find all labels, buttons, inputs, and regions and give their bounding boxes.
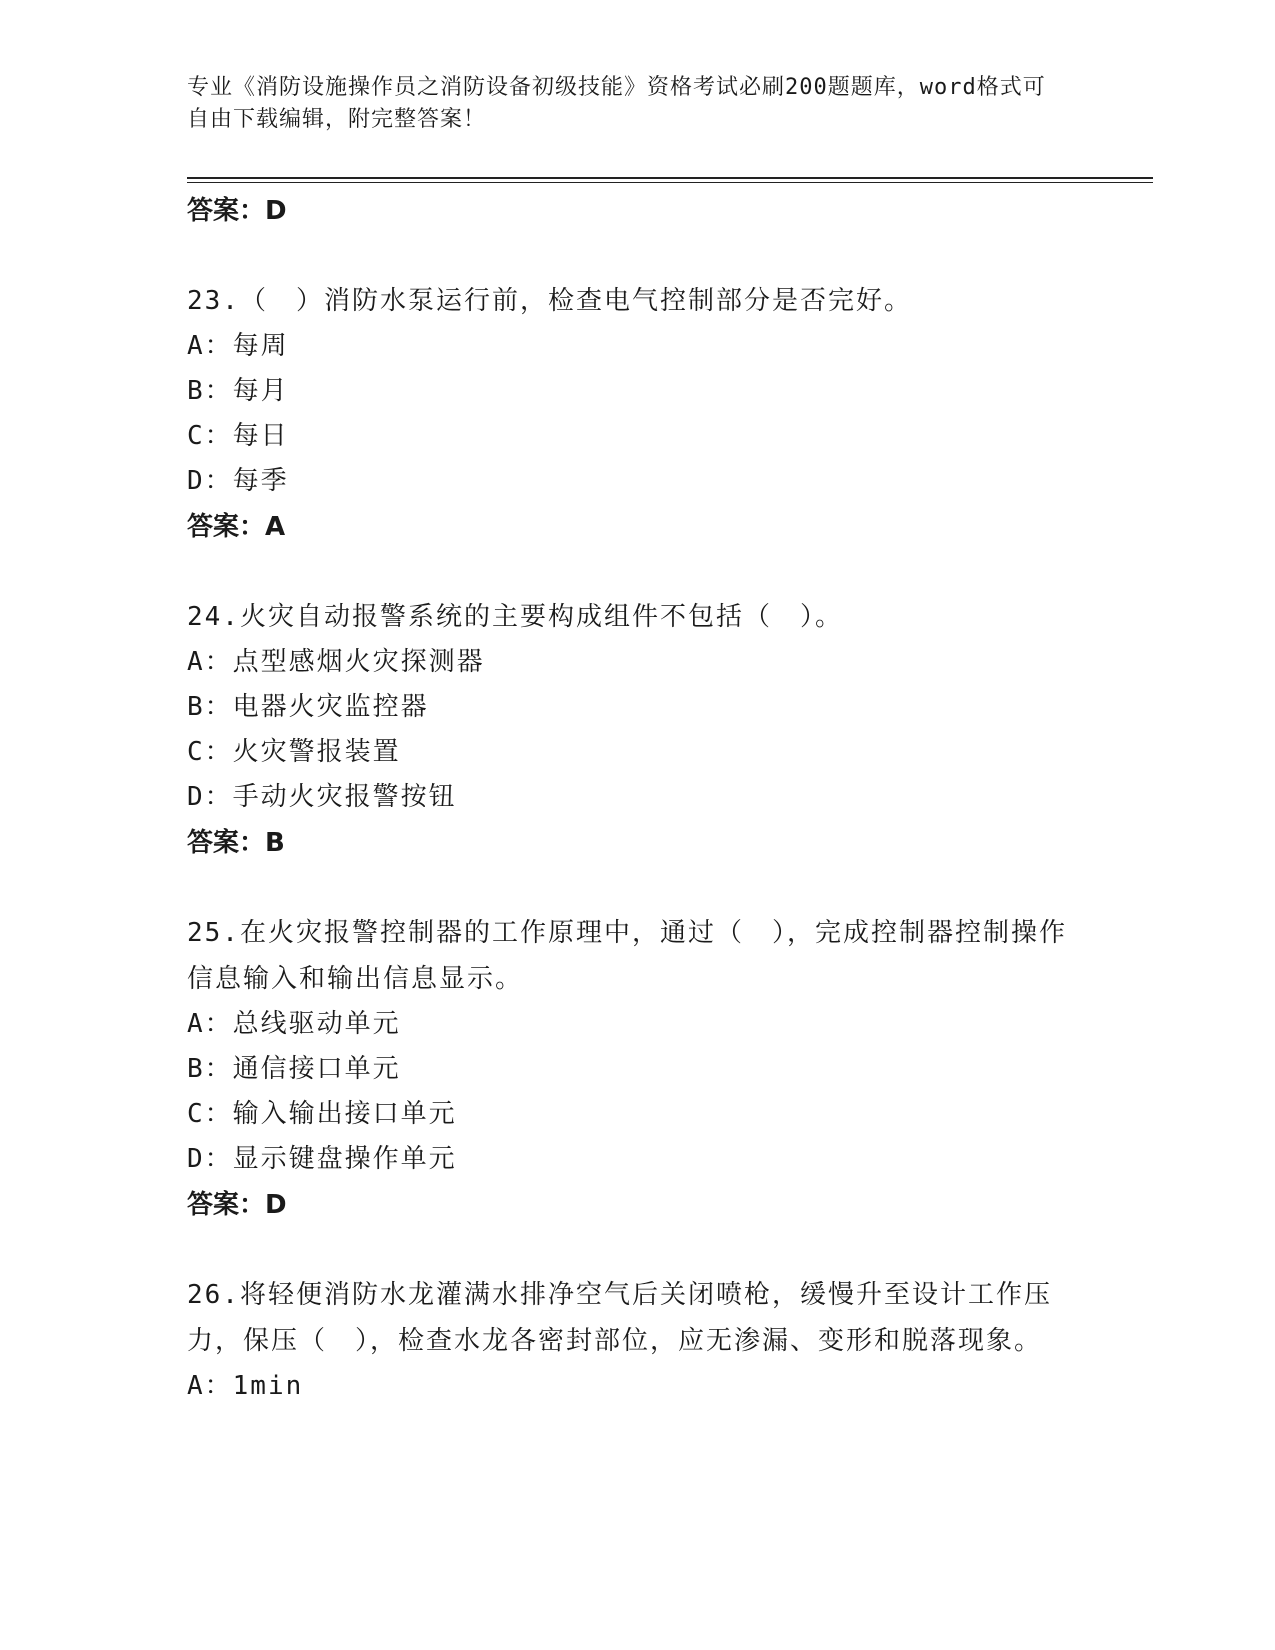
question-stem: 24.火灾自动报警系统的主要构成组件不包括（ ）。 xyxy=(187,602,843,632)
header-divider-thin xyxy=(187,182,1153,183)
question-stem: 26.将轻便消防水龙灌满水排净空气后关闭喷枪，缓慢升至设计工作压力，保压（ ），检查水龙各密封部位，应无渗漏、变形和脱落现象。 xyxy=(187,1280,1052,1356)
spacer xyxy=(187,550,1087,594)
option-a: A：1min xyxy=(187,1371,304,1401)
answer-line: 答案：B xyxy=(187,828,285,858)
answer-line: 答案：D xyxy=(187,1190,287,1220)
option-c: C：输入输出接口单元 xyxy=(187,1099,457,1129)
option-c: C：火灾警报装置 xyxy=(187,737,401,767)
question-block xyxy=(187,594,1087,866)
question-stem: 25.在火灾报警控制器的工作原理中，通过（ ），完成控制器控制操作信息输入和输出信息显示。 xyxy=(187,918,1067,994)
option-d: D：显示键盘操作单元 xyxy=(187,1144,457,1174)
spacer xyxy=(187,1228,1087,1272)
option-a: A：每周 xyxy=(187,331,289,361)
option-b: B：通信接口单元 xyxy=(187,1054,401,1084)
question-block xyxy=(187,278,1087,550)
spacer xyxy=(187,866,1087,910)
option-b: B：每月 xyxy=(187,376,289,406)
option-a: A：点型感烟火灾探测器 xyxy=(187,647,485,677)
header-divider-thick xyxy=(187,177,1153,179)
answer-line: 答案：A xyxy=(187,512,286,542)
answer-line: 答案：D xyxy=(187,196,287,226)
question-block xyxy=(187,1272,1087,1409)
question-list xyxy=(187,188,1087,1409)
option-a: A：总线驱动单元 xyxy=(187,1009,401,1039)
question-stem: 23.（ ）消防水泵运行前，检查电气控制部分是否完好。 xyxy=(187,286,912,316)
document-header: 专业《消防设施操作员之消防设备初级技能》资格考试必刷200题题库，word格式可自由下载编辑，附完整答案！ xyxy=(187,75,1046,132)
option-c: C：每日 xyxy=(187,421,289,451)
spacer xyxy=(187,234,1087,278)
option-d: D：手动火灾报警按钮 xyxy=(187,782,457,812)
option-b: B：电器火灾监控器 xyxy=(187,692,429,722)
option-d: D：每季 xyxy=(187,466,289,496)
question-block xyxy=(187,910,1087,1228)
